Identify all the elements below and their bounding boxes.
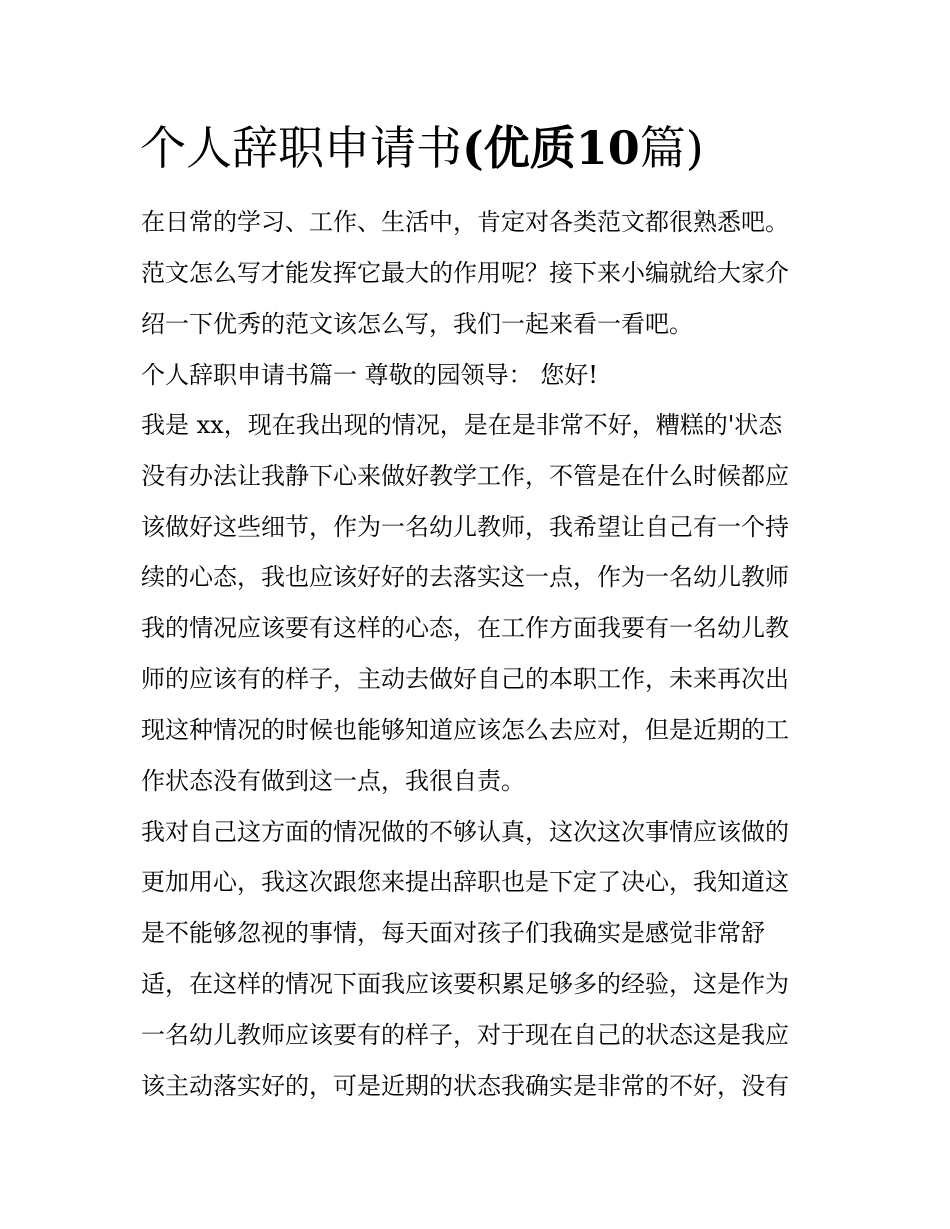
title-suffix: 篇) bbox=[639, 121, 704, 175]
body-line: 在日常的学习、工作、生活中，肯定对各类范文都很熟悉吧。 bbox=[141, 208, 789, 236]
body-line: 该做好这些细节，作为一名幼儿教师，我希望让自己有一个持 bbox=[141, 513, 789, 541]
body-line: 师的应该有的样子，主动去做好自己的本职工作，未来再次出 bbox=[141, 665, 789, 693]
title-text: 个人辞职申请书 bbox=[140, 121, 462, 175]
letter-heading: 个人辞职申请书篇一 尊敬的园领导： 您好! bbox=[141, 361, 598, 389]
title-count: 10 bbox=[575, 121, 640, 175]
body-line: 作状态没有做到这一点，我很自责。 bbox=[141, 767, 525, 795]
body-line: 该主动落实好的，可是近期的状态我确实是非常的不好，没有 bbox=[141, 1072, 789, 1100]
body-line: 一名幼儿教师应该要有的样子，对于现在自己的状态这是我应 bbox=[141, 1021, 789, 1049]
body-line: 没有办法让我静下心来做好教学工作，不管是在什么时候都应 bbox=[141, 462, 789, 490]
body-line: 我是 xx，现在我出现的情况，是在是非常不好，糟糕的'状态 bbox=[141, 411, 783, 439]
body-line: 我的情况应该要有这样的心态，在工作方面我要有一名幼儿教 bbox=[141, 614, 789, 642]
body-line: 适，在这样的情况下面我应该要积累足够多的经验，这是作为 bbox=[141, 970, 789, 998]
body-line: 续的心态，我也应该好好的去落实这一点，作为一名幼儿教师 bbox=[141, 563, 789, 591]
body-line: 更加用心，我这次跟您来提出辞职也是下定了决心，我知道这 bbox=[141, 868, 789, 896]
body-line: 现这种情况的时候也能够知道应该怎么去应对，但是近期的工 bbox=[141, 716, 789, 744]
document-title bbox=[140, 118, 840, 178]
title-paren-open: (优质 bbox=[462, 121, 576, 175]
body-line: 是不能够忽视的事情，每天面对孩子们我确实是感觉非常舒 bbox=[141, 919, 765, 947]
body-line: 范文怎么写才能发挥它最大的作用呢？接下来小编就给大家介 bbox=[141, 259, 789, 287]
body-line: 绍一下优秀的范文该怎么写，我们一起来看一看吧。 bbox=[141, 310, 693, 338]
body-line: 我对自己这方面的情况做的不够认真，这次这次事情应该做的 bbox=[141, 818, 789, 846]
